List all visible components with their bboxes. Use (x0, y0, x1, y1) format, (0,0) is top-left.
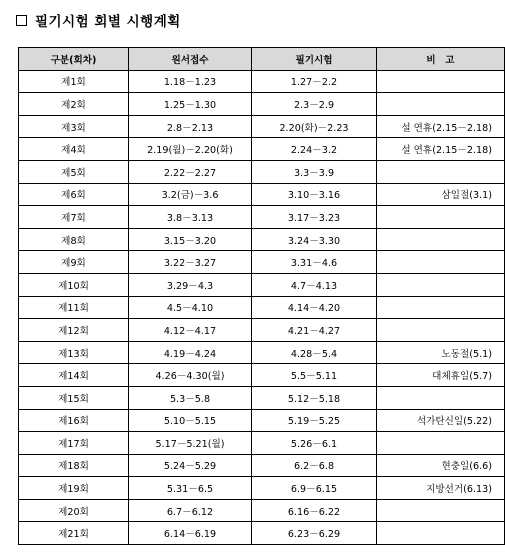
checkbox-square-icon (16, 15, 27, 26)
header-round: 구분(회차) (19, 48, 129, 71)
cell-note (377, 499, 505, 522)
table-row (19, 251, 505, 274)
cell-application: 4.19－4.24 (129, 341, 252, 364)
exam-schedule-table (18, 47, 505, 545)
table-row (19, 228, 505, 251)
cell-application: 3.15－3.20 (129, 228, 252, 251)
table-row (19, 386, 505, 409)
cell-round: 제8회 (19, 228, 129, 251)
cell-exam: 6.23－6.29 (252, 522, 377, 545)
cell-round: 제19회 (19, 477, 129, 500)
document-title (16, 9, 181, 31)
cell-exam: 2.20(화)－2.23 (252, 115, 377, 138)
cell-application: 5.3－5.8 (129, 386, 252, 409)
cell-round: 제3회 (19, 115, 129, 138)
cell-application: 4.5－4.10 (129, 296, 252, 319)
cell-exam: 2.3－2.9 (252, 93, 377, 116)
document-title-text: 필기시험 회별 시행계획 (35, 14, 181, 30)
cell-application: 5.17－5.21(월) (129, 432, 252, 455)
header-note: 비 고 (377, 48, 505, 71)
header-exam: 필기시험 (252, 48, 377, 71)
cell-note: 설 연휴(2.15－2.18) (377, 115, 505, 138)
cell-exam: 3.17－3.23 (252, 206, 377, 229)
cell-note (377, 319, 505, 342)
cell-note: 석가탄신일(5.22) (377, 409, 505, 432)
cell-exam: 3.24－3.30 (252, 228, 377, 251)
cell-application: 3.8－3.13 (129, 206, 252, 229)
cell-note: 대체휴일(5.7) (377, 364, 505, 387)
cell-note: 삼일절(3.1) (377, 183, 505, 206)
cell-exam: 1.27－2.2 (252, 70, 377, 93)
cell-exam: 4.14－4.20 (252, 296, 377, 319)
table-row (19, 183, 505, 206)
table-row (19, 432, 505, 455)
cell-exam: 6.9－6.15 (252, 477, 377, 500)
cell-application: 6.14－6.19 (129, 522, 252, 545)
table-row (19, 319, 505, 342)
cell-exam: 5.5－5.11 (252, 364, 377, 387)
cell-note: 지방선거(6.13) (377, 477, 505, 500)
cell-application: 2.8－2.13 (129, 115, 252, 138)
cell-round: 제12회 (19, 319, 129, 342)
cell-round: 제15회 (19, 386, 129, 409)
cell-round: 제4회 (19, 138, 129, 161)
cell-exam: 6.2－6.8 (252, 454, 377, 477)
cell-exam: 4.21－4.27 (252, 319, 377, 342)
table-row (19, 499, 505, 522)
table-row (19, 296, 505, 319)
cell-application: 5.10－5.15 (129, 409, 252, 432)
table-row (19, 115, 505, 138)
cell-round: 제6회 (19, 183, 129, 206)
cell-exam: 4.28－5.4 (252, 341, 377, 364)
cell-application: 4.26－4.30(월) (129, 364, 252, 387)
cell-exam: 5.19－5.25 (252, 409, 377, 432)
table-row (19, 70, 505, 93)
table-header-row (19, 48, 505, 71)
cell-note (377, 160, 505, 183)
cell-application: 5.31－6.5 (129, 477, 252, 500)
cell-note: 설 연휴(2.15－2.18) (377, 138, 505, 161)
table-row (19, 160, 505, 183)
cell-note (377, 386, 505, 409)
cell-round: 제17회 (19, 432, 129, 455)
cell-note (377, 93, 505, 116)
cell-round: 제5회 (19, 160, 129, 183)
cell-round: 제21회 (19, 522, 129, 545)
cell-exam: 4.7－4.13 (252, 273, 377, 296)
cell-application: 1.18－1.23 (129, 70, 252, 93)
cell-exam: 2.24－3.2 (252, 138, 377, 161)
table-row (19, 341, 505, 364)
cell-note (377, 70, 505, 93)
cell-note (377, 432, 505, 455)
table-row (19, 477, 505, 500)
cell-round: 제1회 (19, 70, 129, 93)
cell-round: 제7회 (19, 206, 129, 229)
table-body (19, 70, 505, 544)
cell-round: 제9회 (19, 251, 129, 274)
cell-application: 2.19(월)－2.20(화) (129, 138, 252, 161)
cell-round: 제10회 (19, 273, 129, 296)
cell-round: 제20회 (19, 499, 129, 522)
cell-round: 제11회 (19, 296, 129, 319)
cell-round: 제13회 (19, 341, 129, 364)
cell-application: 1.25－1.30 (129, 93, 252, 116)
cell-application: 3.29－4.3 (129, 273, 252, 296)
table-row (19, 454, 505, 477)
cell-application: 4.12－4.17 (129, 319, 252, 342)
cell-exam: 5.12－5.18 (252, 386, 377, 409)
cell-note: 현충일(6.6) (377, 454, 505, 477)
cell-exam: 3.10－3.16 (252, 183, 377, 206)
table-row (19, 522, 505, 545)
cell-exam: 5.26－6.1 (252, 432, 377, 455)
cell-application: 2.22－2.27 (129, 160, 252, 183)
cell-application: 3.22－3.27 (129, 251, 252, 274)
cell-note (377, 273, 505, 296)
cell-note (377, 206, 505, 229)
table-row (19, 138, 505, 161)
cell-exam: 3.31－4.6 (252, 251, 377, 274)
header-application: 원서접수 (129, 48, 252, 71)
cell-note: 노동절(5.1) (377, 341, 505, 364)
cell-exam: 3.3－3.9 (252, 160, 377, 183)
cell-note (377, 228, 505, 251)
cell-application: 6.7－6.12 (129, 499, 252, 522)
cell-round: 제14회 (19, 364, 129, 387)
table-row (19, 93, 505, 116)
cell-round: 제18회 (19, 454, 129, 477)
cell-round: 제16회 (19, 409, 129, 432)
cell-note (377, 251, 505, 274)
table-row (19, 273, 505, 296)
table-row (19, 364, 505, 387)
cell-application: 3.2(금)－3.6 (129, 183, 252, 206)
table-row (19, 409, 505, 432)
cell-exam: 6.16－6.22 (252, 499, 377, 522)
cell-note (377, 296, 505, 319)
cell-application: 5.24－5.29 (129, 454, 252, 477)
cell-round: 제2회 (19, 93, 129, 116)
table-row (19, 206, 505, 229)
cell-note (377, 522, 505, 545)
